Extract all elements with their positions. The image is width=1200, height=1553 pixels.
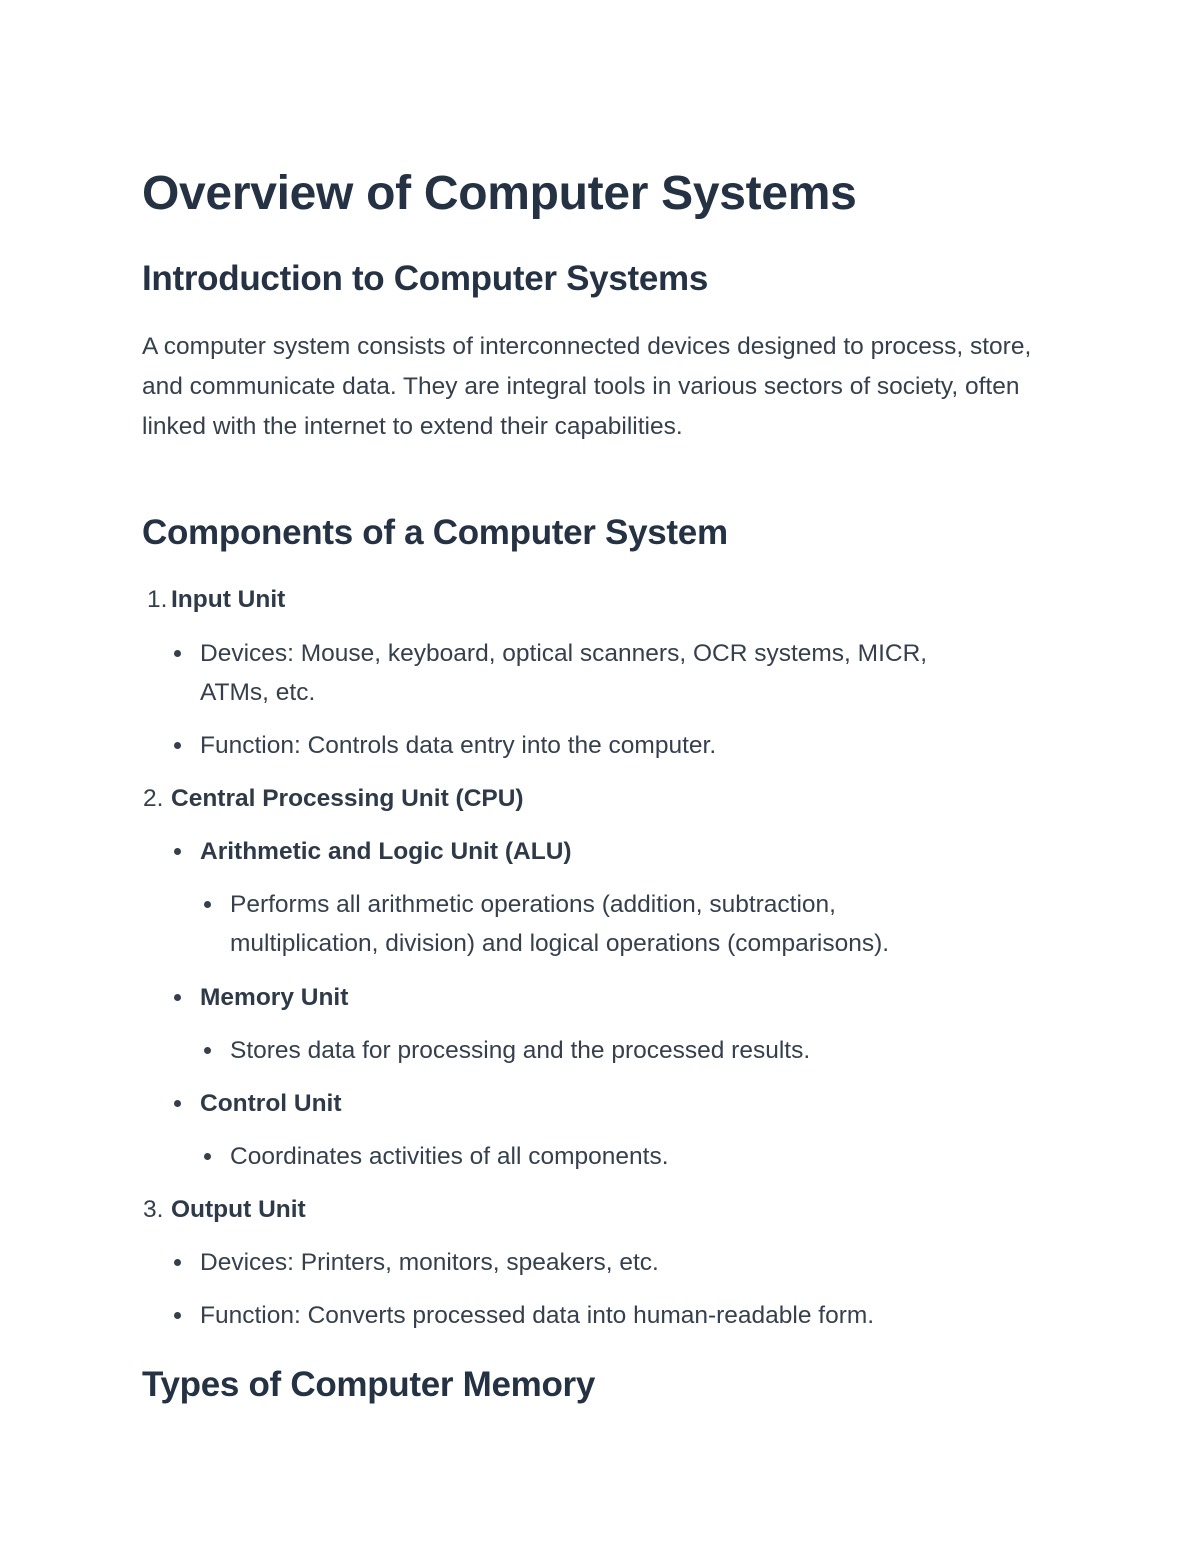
detail-text-alu: Performs all arithmetic operations (addition, subtraction,	[230, 891, 836, 918]
list-number: 3.	[143, 1196, 164, 1223]
bullet-dot	[174, 1259, 181, 1266]
detail-text-control-unit: Coordinates activities of all components.	[230, 1143, 669, 1170]
bullet-dot	[204, 1047, 211, 1054]
bullet-dot	[204, 901, 211, 908]
document-title: Overview of Computer Systems	[142, 167, 857, 220]
section-heading-memory: Types of Computer Memory	[142, 1365, 596, 1404]
subitem-alu: Arithmetic and Logic Unit (ALU)	[200, 838, 572, 865]
detail-text-alu-cont: multiplication, division) and logical operations (comparisons).	[230, 930, 890, 957]
bullet-dot	[174, 848, 181, 855]
bullet-dot	[174, 1312, 181, 1319]
subitem-memory-unit: Memory Unit	[200, 984, 349, 1011]
bullet-text-input-function: Function: Controls data entry into the computer.	[200, 732, 717, 759]
bullet-dot	[174, 650, 181, 657]
bullet-text-input-devices-cont: ATMs, etc.	[200, 679, 316, 706]
bullet-dot	[204, 1153, 211, 1160]
bullet-text-output-devices: Devices: Printers, monitors, speakers, etc.	[200, 1249, 659, 1276]
bullet-dot	[174, 742, 181, 749]
subitem-control-unit: Control Unit	[200, 1090, 342, 1117]
section-heading-introduction: Introduction to Computer Systems	[142, 259, 708, 298]
bullet-dot	[174, 994, 181, 1001]
bullet-dot	[174, 1100, 181, 1107]
list-item-input-unit: Input Unit	[171, 586, 286, 613]
section-heading-components: Components of a Computer System	[142, 513, 728, 552]
detail-text-memory-unit: Stores data for processing and the processed results.	[230, 1037, 811, 1064]
list-number: 2.	[143, 785, 164, 812]
list-item-cpu: Central Processing Unit (CPU)	[171, 785, 524, 812]
bullet-text-output-function: Function: Converts processed data into human-readable form.	[200, 1302, 875, 1329]
bullet-text-input-devices: Devices: Mouse, keyboard, optical scanners, OCR systems, MICR,	[200, 640, 928, 667]
list-item-output-unit: Output Unit	[171, 1196, 306, 1223]
introduction-paragraph: A computer system consists of interconnected devices designed to process, store, and communicate data. They are integral tools in various sectors of society, often linked with the internet to extend their capabilities.	[142, 333, 1032, 440]
list-number: 1.	[147, 586, 168, 613]
